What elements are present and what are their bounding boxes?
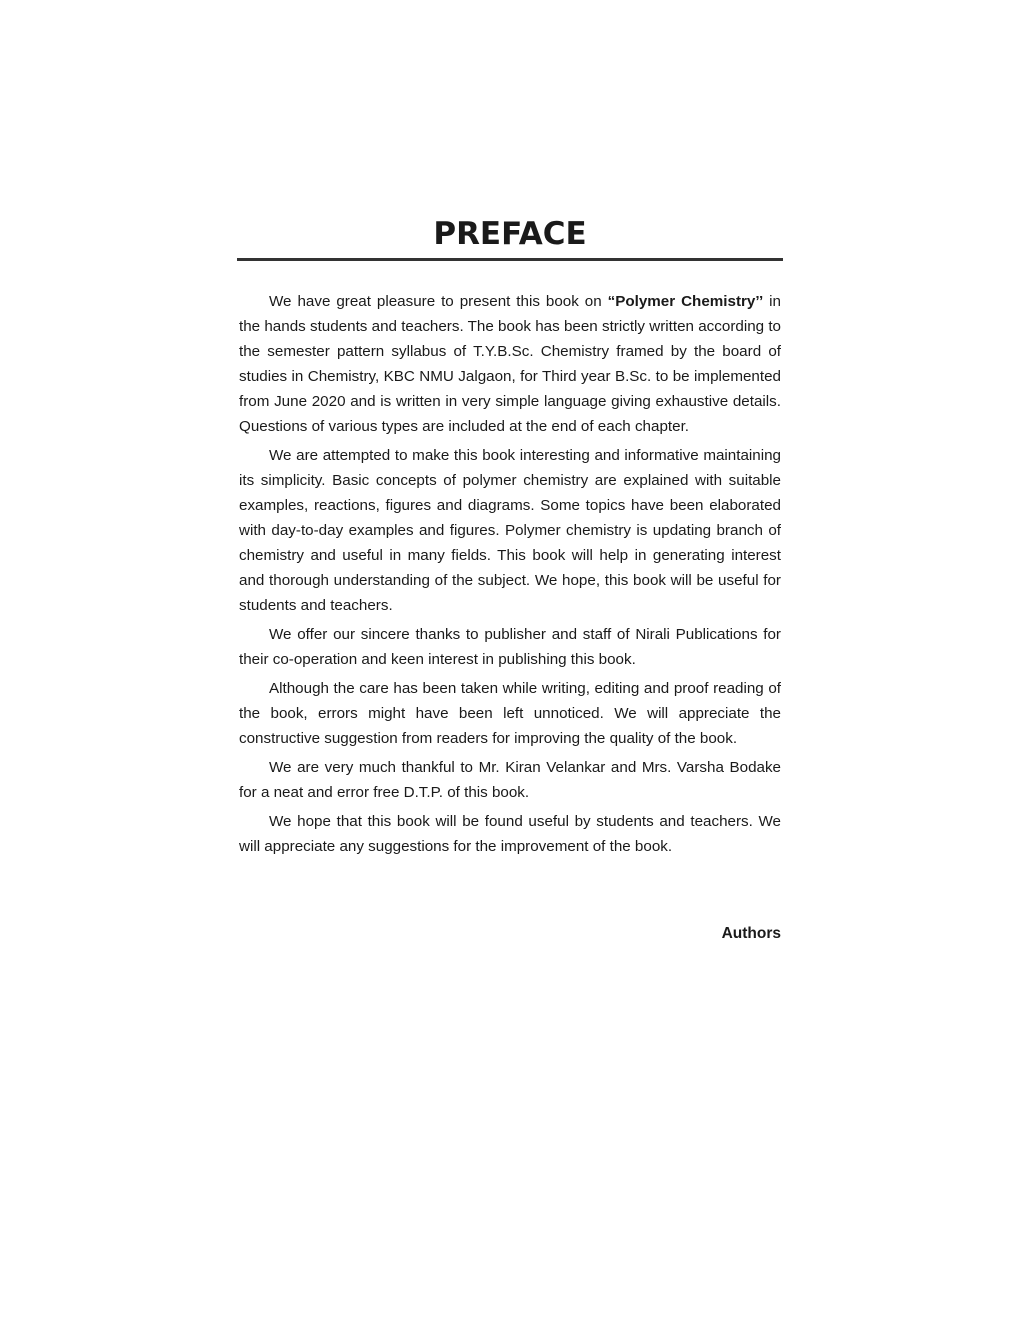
preface-page [239,212,781,946]
book-title-emphasis: “Polymer Chemistry’’ [607,293,764,310]
paragraph-intro-rest: in the hands students and teachers. The book has been strictly written according to the semester pattern syllabus of T.Y.B.Sc. Chemistry framed by the board of studies in Chemistry, KBC NMU Jalgaon, for Third year B.Sc. to be implemented from June 2020 and is written in very simple language giving exhaustive details. Questions of various types are included at the end of each chapter. [239,293,781,435]
paragraph-thanks-publisher: We offer our sincere thanks to publisher and staff of Nirali Publications for their co-operation and keen interest in publishing this book. [239,626,781,668]
preface-body [239,289,781,859]
title-underline [237,258,783,261]
paragraph-closing: We hope that this book will be found useful by students and teachers. We will appreciate any suggestions for the improvement of the book. [239,813,781,855]
paragraph-thanks-dtp: We are very much thankful to Mr. Kiran Velankar and Mrs. Varsha Bodake for a neat and error free D.T.P. of this book. [239,759,781,801]
paragraph-errors: Although the care has been taken while writing, editing and proof reading of the book, errors might have been left unnoticed. We will appreciate the constructive suggestion from readers for improving the quality of the book. [239,680,781,747]
authors-signature: Authors [721,925,781,942]
page-title: PREFACE [433,216,587,252]
paragraph-intro [239,289,781,439]
paragraph-intro-lead: We have great pleasure to present this book on [269,293,608,310]
paragraph-approach: We are attempted to make this book interesting and informative maintaining its simplicity. Basic concepts of polymer chemistry are explained with suitable examples, reactions, figures and diagrams. Some topics have been elaborated with day-to-day examples and figures. Polymer chemistry is updating branch of chemistry and useful in many fields. This book will help in generating interest and thorough understanding of the subject. We hope, this book will be useful for students and teachers. [239,447,781,614]
